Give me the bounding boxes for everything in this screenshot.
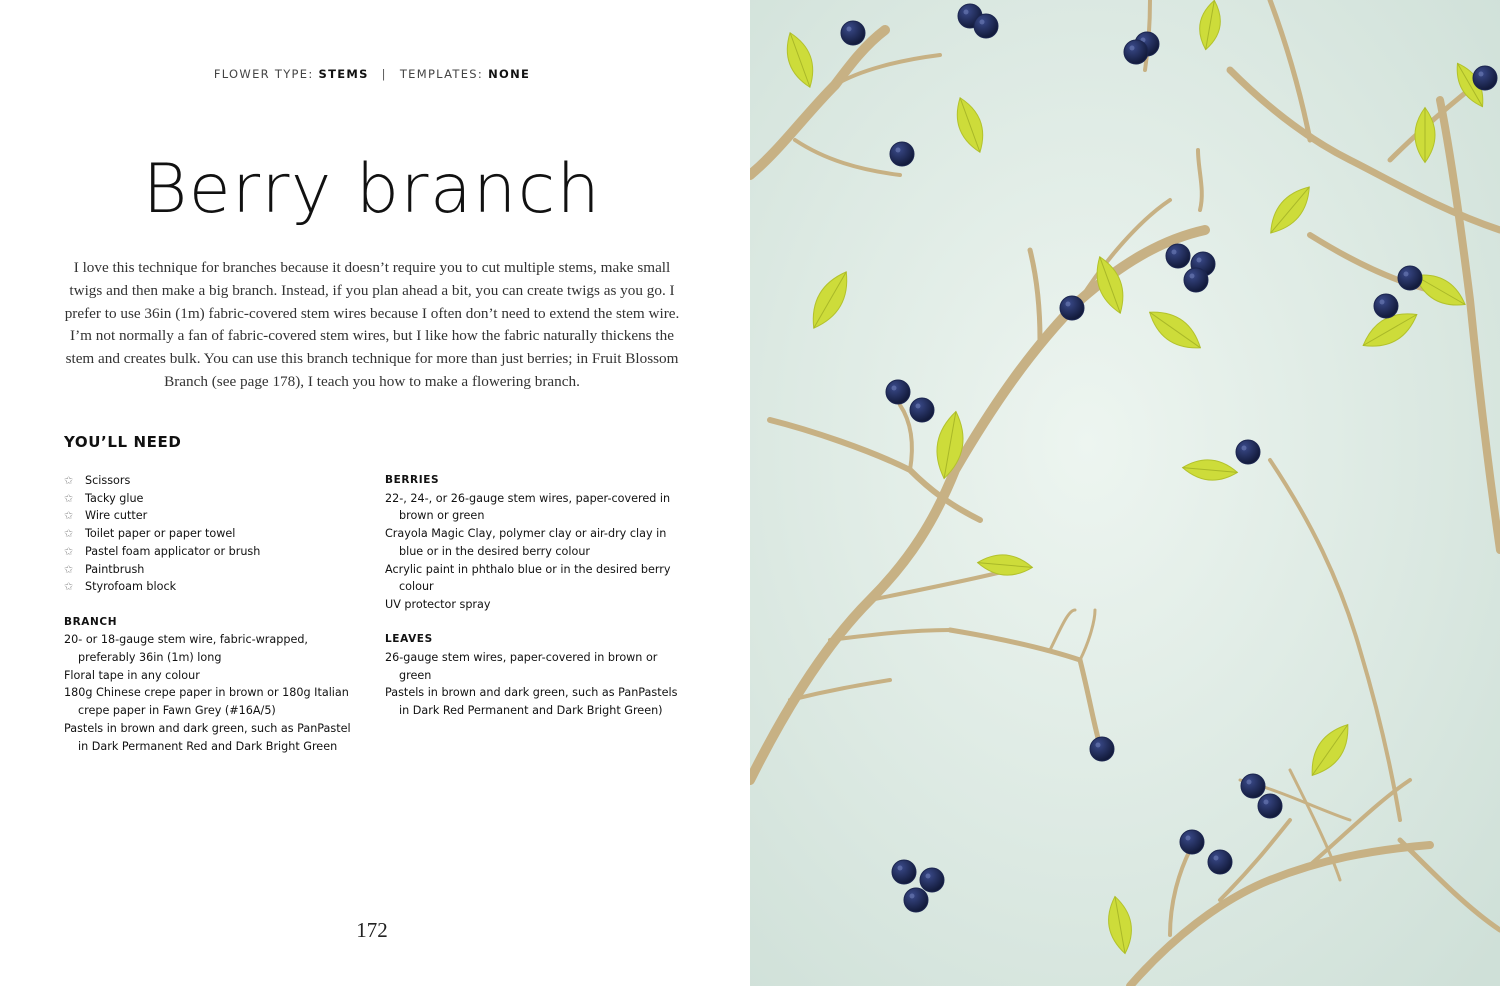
berry-highlight	[964, 10, 969, 15]
star-bullet-icon: ✩	[64, 544, 74, 558]
list-item	[385, 684, 685, 719]
berry	[1180, 830, 1204, 854]
berry	[892, 860, 916, 884]
flower-type-value: STEMS	[318, 67, 369, 81]
star-bullet-icon: ✩	[64, 527, 74, 541]
list-item	[64, 720, 364, 755]
tools-list	[64, 472, 364, 596]
star-bullet-icon: ✩	[64, 491, 74, 505]
list-item	[385, 596, 685, 614]
list-item-text: Paintbrush	[85, 562, 145, 576]
berry	[1090, 737, 1114, 761]
berry-highlight	[1247, 780, 1252, 785]
list-item-text: Pastel foam applicator or brush	[85, 544, 261, 558]
list-item	[64, 507, 364, 525]
berry	[890, 142, 914, 166]
berry	[1241, 774, 1265, 798]
list-item-text: Toilet paper or paper towel	[85, 527, 236, 541]
leaves-heading: LEAVES	[385, 633, 433, 646]
list-item-text: 26-gauge stem wires, paper-covered in brown or green	[385, 651, 658, 682]
berry	[841, 21, 865, 45]
berry-highlight	[1404, 272, 1409, 277]
list-item-text: 180g Chinese crepe paper in brown or 180g Italian crepe paper in Fawn Grey (#16A/5)	[64, 686, 349, 718]
branch-list	[64, 631, 364, 755]
list-item-text: 22-, 24-, or 26-gauge stem wires, paper-covered in brown or green	[385, 491, 671, 523]
berry	[1124, 40, 1148, 64]
list-item	[64, 490, 364, 508]
list-item-text: Tacky glue	[85, 491, 144, 505]
materials-column-right	[385, 472, 685, 720]
list-item	[64, 684, 364, 719]
list-item-text: UV protector spray	[385, 597, 491, 611]
list-item-text: Crayola Magic Clay, polymer clay or air-dry clay in blue or in the desired berry colour	[385, 527, 667, 558]
list-item	[64, 578, 364, 596]
berry-highlight	[892, 386, 897, 391]
berry	[1258, 794, 1282, 818]
star-bullet-icon: ✩	[64, 580, 74, 594]
photo-background	[750, 0, 1500, 986]
berry-highlight	[1197, 258, 1202, 263]
berry-highlight	[980, 20, 985, 25]
berry-highlight	[1190, 274, 1195, 279]
meta-separator: |	[381, 67, 387, 81]
list-item	[385, 525, 685, 560]
list-item-text: Acrylic paint in phthalo blue or in the desired berry colour	[385, 562, 671, 594]
berry-highlight	[916, 404, 921, 409]
star-bullet-icon: ✩	[64, 562, 74, 576]
berry	[974, 14, 998, 38]
list-item-text: Wire cutter	[85, 509, 148, 523]
berry-highlight	[898, 866, 903, 871]
page-number: 172	[356, 918, 388, 942]
berry-highlight	[910, 894, 915, 899]
berry-highlight	[1130, 46, 1135, 51]
berries-list	[385, 490, 685, 614]
page-title: Berry branch	[142, 150, 602, 229]
list-item-text: Scissors	[85, 474, 131, 487]
list-item	[385, 649, 685, 684]
photo-illustration	[750, 0, 1500, 986]
berry	[904, 888, 928, 912]
berry-highlight	[1186, 836, 1191, 841]
berry-highlight	[1242, 446, 1247, 451]
list-item-text: Floral tape in any colour	[64, 668, 200, 682]
list-item	[64, 667, 364, 685]
materials-column-left	[64, 472, 364, 755]
berry	[886, 380, 910, 404]
intro-paragraph: I love this technique for branches because it doesn’t require you to cut multiple stems, make small twigs and then make a big branch. Instead, if you plan ahead a bit, you can create twigs as you go. I prefer to use 36in (1m) fabric-covered stem wires because I often don’t need to extend the stem wire. I’m not normally a fan of fabric-covered stem wires, but I like how the fabric naturally thickens the stem and creates bulk. You can use this branch technique for more than just berries; in Fruit Blossom Branch (see page 178), I teach you how to make a flowering branch.	[64, 259, 680, 390]
berry-highlight	[1066, 302, 1071, 307]
templates-value: NONE	[488, 67, 531, 81]
youll-need-heading: YOU’LL NEED	[64, 433, 182, 451]
recipe-meta-line	[0, 67, 744, 81]
berry-highlight	[1479, 72, 1484, 77]
berry	[1166, 244, 1190, 268]
berry-highlight	[847, 27, 852, 32]
berry	[1184, 268, 1208, 292]
berry-highlight	[1264, 800, 1269, 805]
list-item-text: Styrofoam block	[85, 580, 177, 594]
berry-branch-photo	[750, 0, 1500, 986]
star-bullet-icon: ✩	[64, 474, 74, 487]
berry-highlight	[1172, 250, 1177, 255]
list-item	[385, 561, 685, 596]
list-item-text: Pastels in brown and dark green, such as PanPastel in Dark Permanent Red and Dark Bright Green	[64, 721, 351, 753]
list-item	[64, 525, 364, 543]
berry-highlight	[896, 148, 901, 153]
list-item	[64, 472, 364, 490]
berries-heading: BERRIES	[385, 474, 440, 486]
berry	[1473, 66, 1497, 90]
flower-type-label: FLOWER TYPE:	[213, 67, 314, 81]
berry	[1208, 850, 1232, 874]
berry	[910, 398, 934, 422]
list-item-text: Pastels in brown and dark green, such as PanPastels in Dark Red Permanent and Dark Bright Green)	[385, 686, 678, 718]
berry-highlight	[1214, 856, 1219, 861]
leaves-list	[385, 649, 685, 720]
berry	[1236, 440, 1260, 464]
berry-highlight	[1380, 300, 1385, 305]
list-item	[64, 631, 364, 666]
list-item	[64, 543, 364, 561]
branch-heading: BRANCH	[64, 615, 118, 628]
list-item-text: 20- or 18-gauge stem wire, fabric-wrapped, preferably 36in (1m) long	[64, 633, 308, 665]
templates-label: TEMPLATES:	[399, 67, 484, 81]
berry	[1374, 294, 1398, 318]
berry	[1398, 266, 1422, 290]
star-bullet-icon: ✩	[64, 509, 74, 523]
berry	[920, 868, 944, 892]
berry-highlight	[926, 874, 931, 879]
berry-highlight	[1096, 743, 1101, 748]
list-item	[385, 490, 685, 525]
list-item	[64, 561, 364, 579]
berry	[1060, 296, 1084, 320]
